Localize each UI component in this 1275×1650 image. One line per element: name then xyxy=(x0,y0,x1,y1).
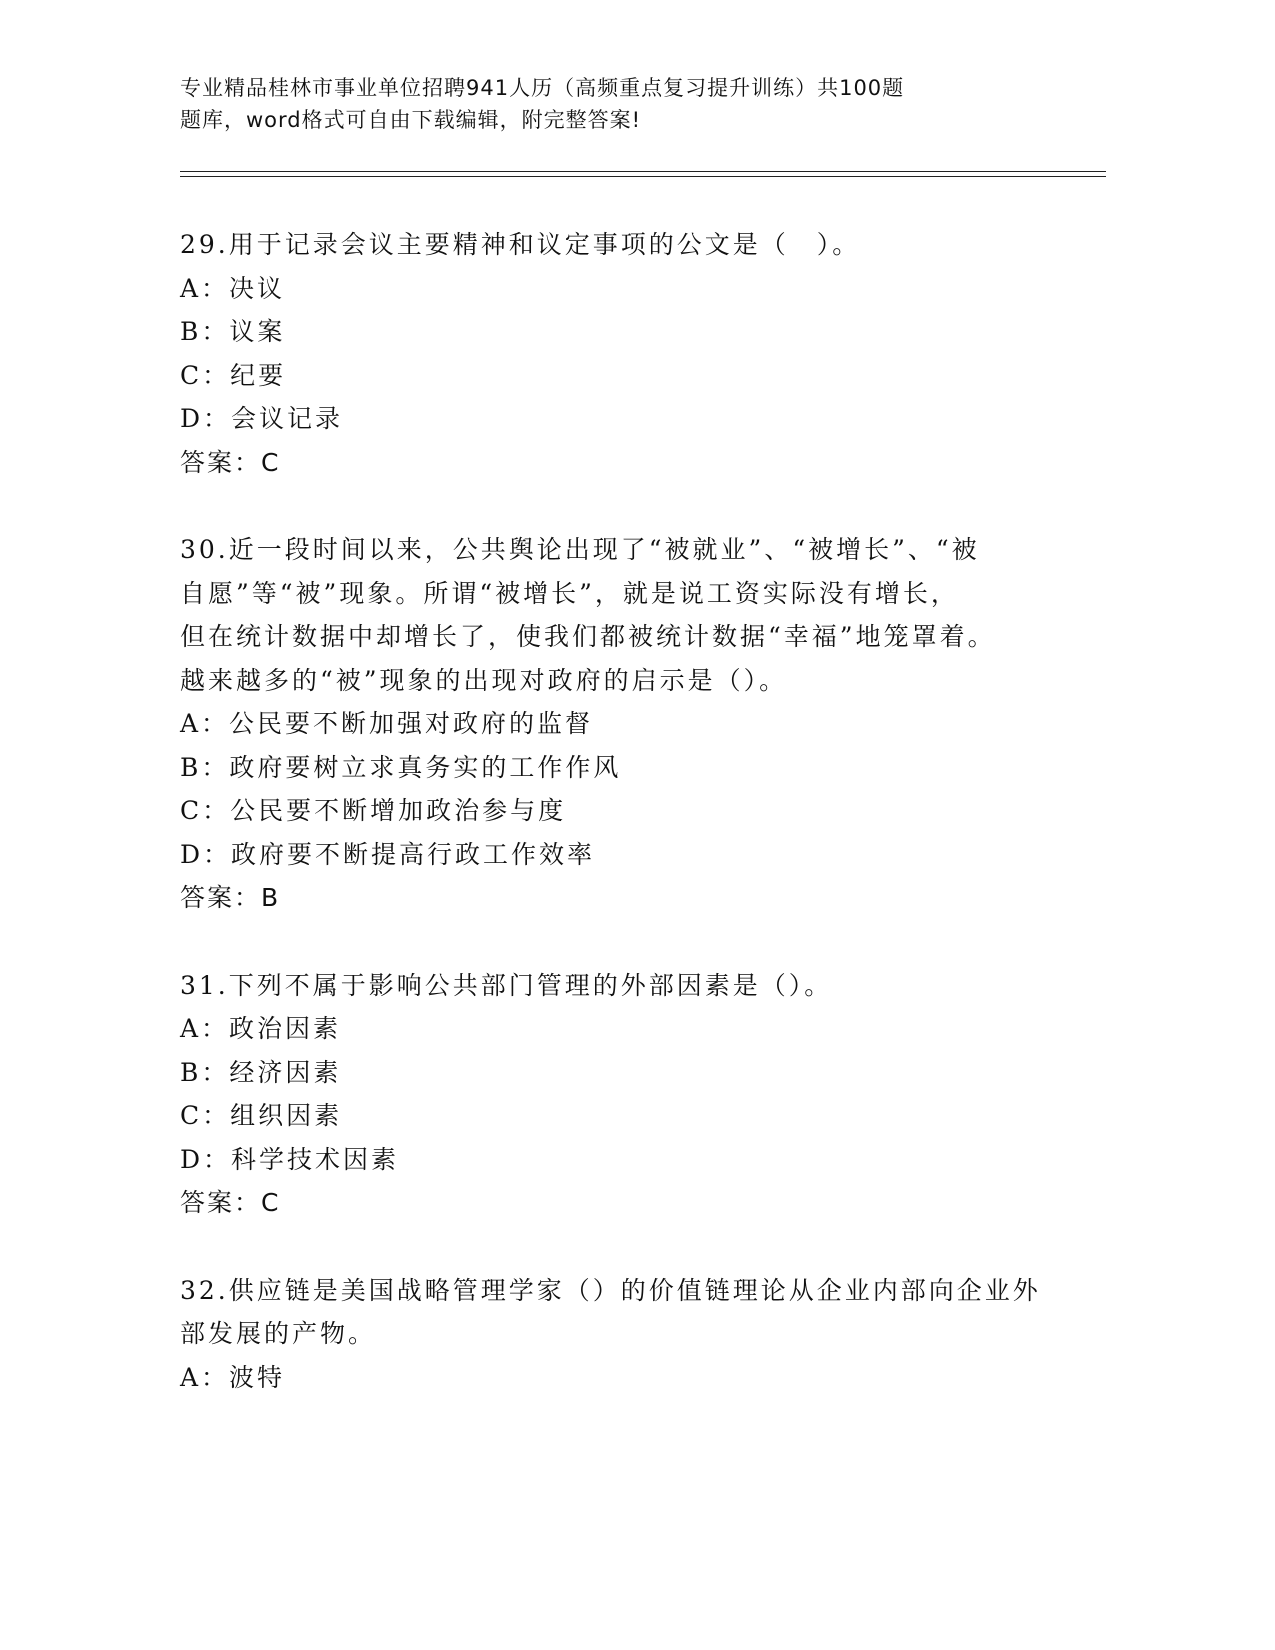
document-header xyxy=(180,72,1040,136)
option-d: D：科学技术因素 xyxy=(180,1144,400,1174)
option-b: B：政府要树立求真务实的工作作风 xyxy=(180,752,622,782)
question-list xyxy=(180,223,1040,1399)
option-d: D：会议记录 xyxy=(180,404,344,433)
question-stem xyxy=(180,964,1040,1008)
question-gap xyxy=(180,920,1040,964)
header-rule-bottom xyxy=(180,176,1106,177)
question-32 xyxy=(180,1269,1040,1400)
option-c: C：组织因素 xyxy=(180,1101,343,1130)
answer: 答案：C xyxy=(180,1188,281,1217)
option-a: A：公民要不断加强对政府的监督 xyxy=(180,709,594,738)
option-c: C：公民要不断增加政治参与度 xyxy=(180,796,567,825)
option-c: C：纪要 xyxy=(180,360,287,390)
question-31 xyxy=(180,964,1040,1225)
header-line-2: 题库，word格式可自由下载编辑，附完整答案! xyxy=(180,108,642,132)
stem-line: 但在统计数据中却增长了，使我们都被统计数据“幸福”地笼罩着。 xyxy=(180,622,996,651)
option-a: A：政治因素 xyxy=(180,1014,342,1043)
stem-line: 自愿”等“被”现象。所谓“被增长”，就是说工资实际没有增长， xyxy=(180,578,959,608)
question-30 xyxy=(180,528,1040,920)
question-29 xyxy=(180,223,1040,484)
header-rule-top xyxy=(180,171,1106,172)
option-d: D：政府要不断提高行政工作效率 xyxy=(180,839,596,869)
stem-line: 部发展的产物。 xyxy=(180,1319,377,1348)
question-gap xyxy=(180,484,1040,528)
option-b: B：经济因素 xyxy=(180,1057,342,1087)
option-a: A：波特 xyxy=(180,1362,286,1392)
answer: 答案：C xyxy=(180,447,281,477)
header-line-1: 专业精品桂林市事业单位招聘941人历（高频重点复习提升训练）共100题 xyxy=(180,76,905,100)
option-b: B：议案 xyxy=(180,317,286,346)
question-stem xyxy=(180,1269,1040,1356)
stem-line: 30.近一段时间以来，公共舆论出现了“被就业”、“被增长”、“被 xyxy=(180,535,980,564)
stem-line: 越来越多的“被”现象的出现对政府的启示是（）。 xyxy=(180,665,788,695)
stem-line: 31.下列不属于影响公共部门管理的外部因素是（）。 xyxy=(180,970,833,1000)
stem-line: 29.用于记录会议主要精神和议定事项的公文是（ ）。 xyxy=(180,230,861,259)
question-gap xyxy=(180,1225,1040,1269)
option-a: A：决议 xyxy=(180,273,286,303)
stem-line: 32.供应链是美国战略管理学家（）的价值链理论从企业内部向企业外 xyxy=(180,1275,1041,1305)
question-stem xyxy=(180,223,1040,267)
question-stem xyxy=(180,528,1040,702)
answer: 答案：B xyxy=(180,883,281,912)
